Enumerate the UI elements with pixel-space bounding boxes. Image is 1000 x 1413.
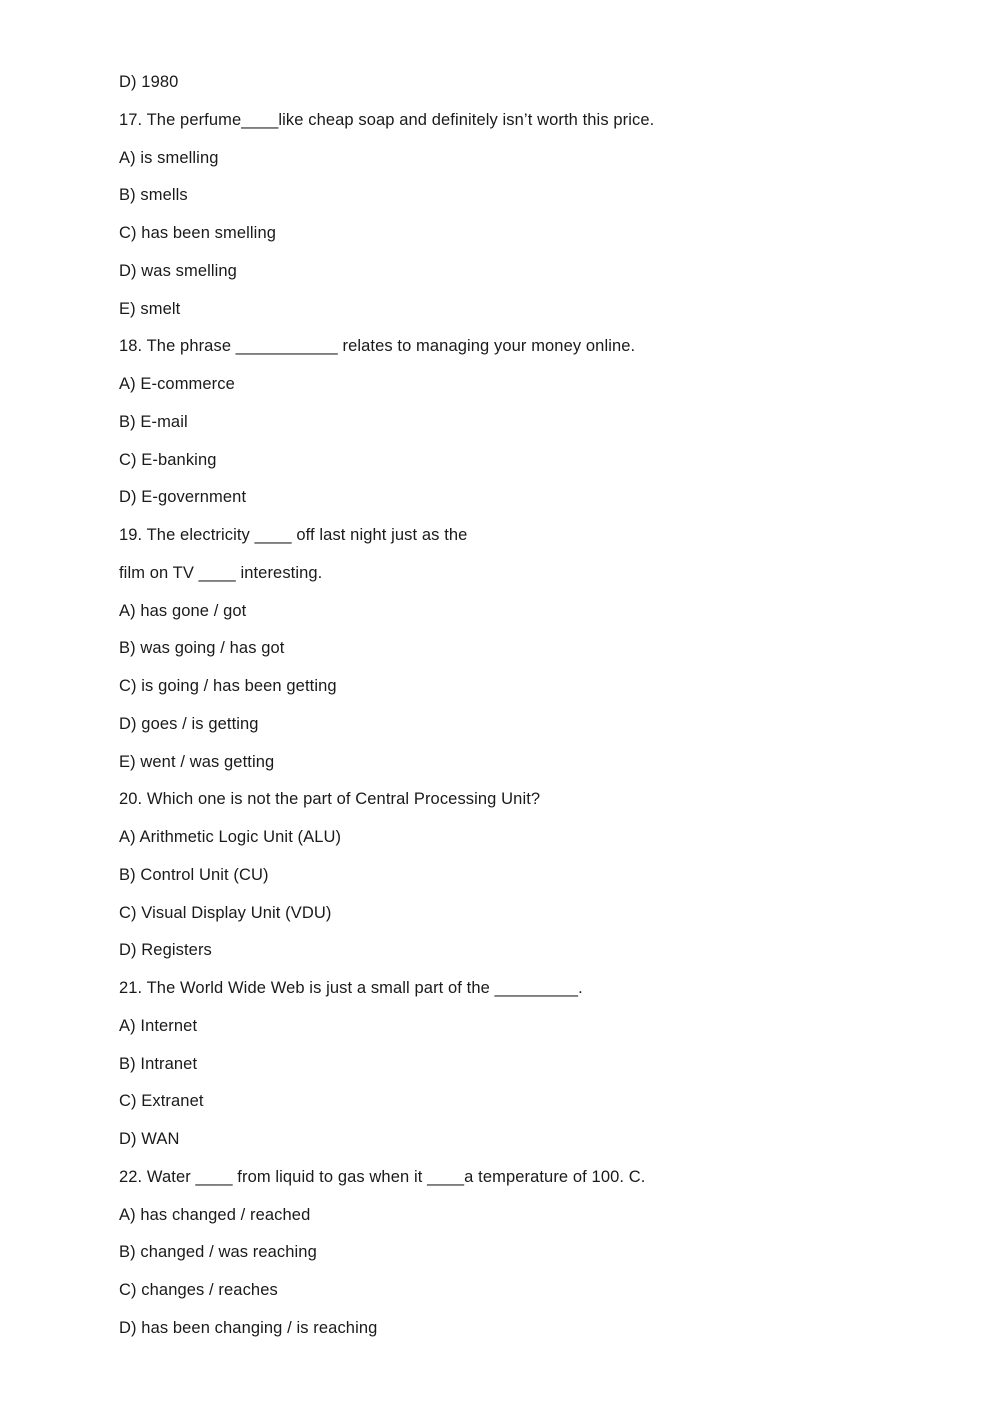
answer-option: C) changes / reaches — [119, 1281, 278, 1299]
answer-option: D) WAN — [119, 1130, 180, 1148]
answer-option: D) was smelling — [119, 261, 237, 280]
question-19-continued: film on TV ____ interesting. — [119, 563, 323, 582]
answer-option: C) Extranet — [119, 1092, 204, 1111]
answer-option: A) has changed / reached — [119, 1205, 311, 1224]
question-18: 18. The phrase ___________ relates to managing your money online. — [119, 337, 636, 356]
answer-option: B) was going / has got — [119, 639, 285, 658]
answer-option: B) Intranet — [119, 1054, 198, 1073]
answer-option: B) E-mail — [119, 412, 188, 431]
answer-option: C) E-banking — [119, 450, 217, 469]
question-19: 19. The electricity ____ off last night just as the — [119, 526, 468, 544]
question-17: 17. The perfume____like cheap soap and definitely isn’t worth this price. — [119, 110, 655, 129]
answer-option: C) has been smelling — [119, 224, 276, 242]
answer-option: B) Control Unit (CU) — [119, 865, 269, 884]
answer-option: D) Registers — [119, 941, 212, 960]
answer-option: E) smelt — [119, 299, 181, 318]
answer-option: B) smells — [119, 186, 188, 205]
answer-option: E) went / was getting — [119, 752, 275, 771]
answer-option: C) Visual Display Unit (VDU) — [119, 903, 332, 922]
answer-option: D) has been changing / is reaching — [119, 1318, 378, 1337]
answer-option: A) Arithmetic Logic Unit (ALU) — [119, 828, 342, 846]
answer-option: A) is smelling — [119, 148, 219, 167]
answer-option: A) has gone / got — [119, 601, 247, 620]
answer-option: D) goes / is getting — [119, 714, 259, 733]
answer-option: A) E-commerce — [119, 375, 235, 393]
answer-option: D) 1980 — [119, 73, 179, 91]
question-21: 21. The World Wide Web is just a small part of the _________. — [119, 979, 583, 997]
answer-option: A) Internet — [119, 1016, 198, 1035]
question-list — [119, 70, 939, 1354]
answer-option: D) E-government — [119, 488, 247, 507]
answer-option: B) changed / was reaching — [119, 1243, 317, 1262]
answer-option: C) is going / has been getting — [119, 677, 337, 695]
question-20: 20. Which one is not the part of Central Processing Unit? — [119, 790, 541, 809]
question-22: 22. Water ____ from liquid to gas when it ____a temperature of 100. C. — [119, 1167, 646, 1186]
